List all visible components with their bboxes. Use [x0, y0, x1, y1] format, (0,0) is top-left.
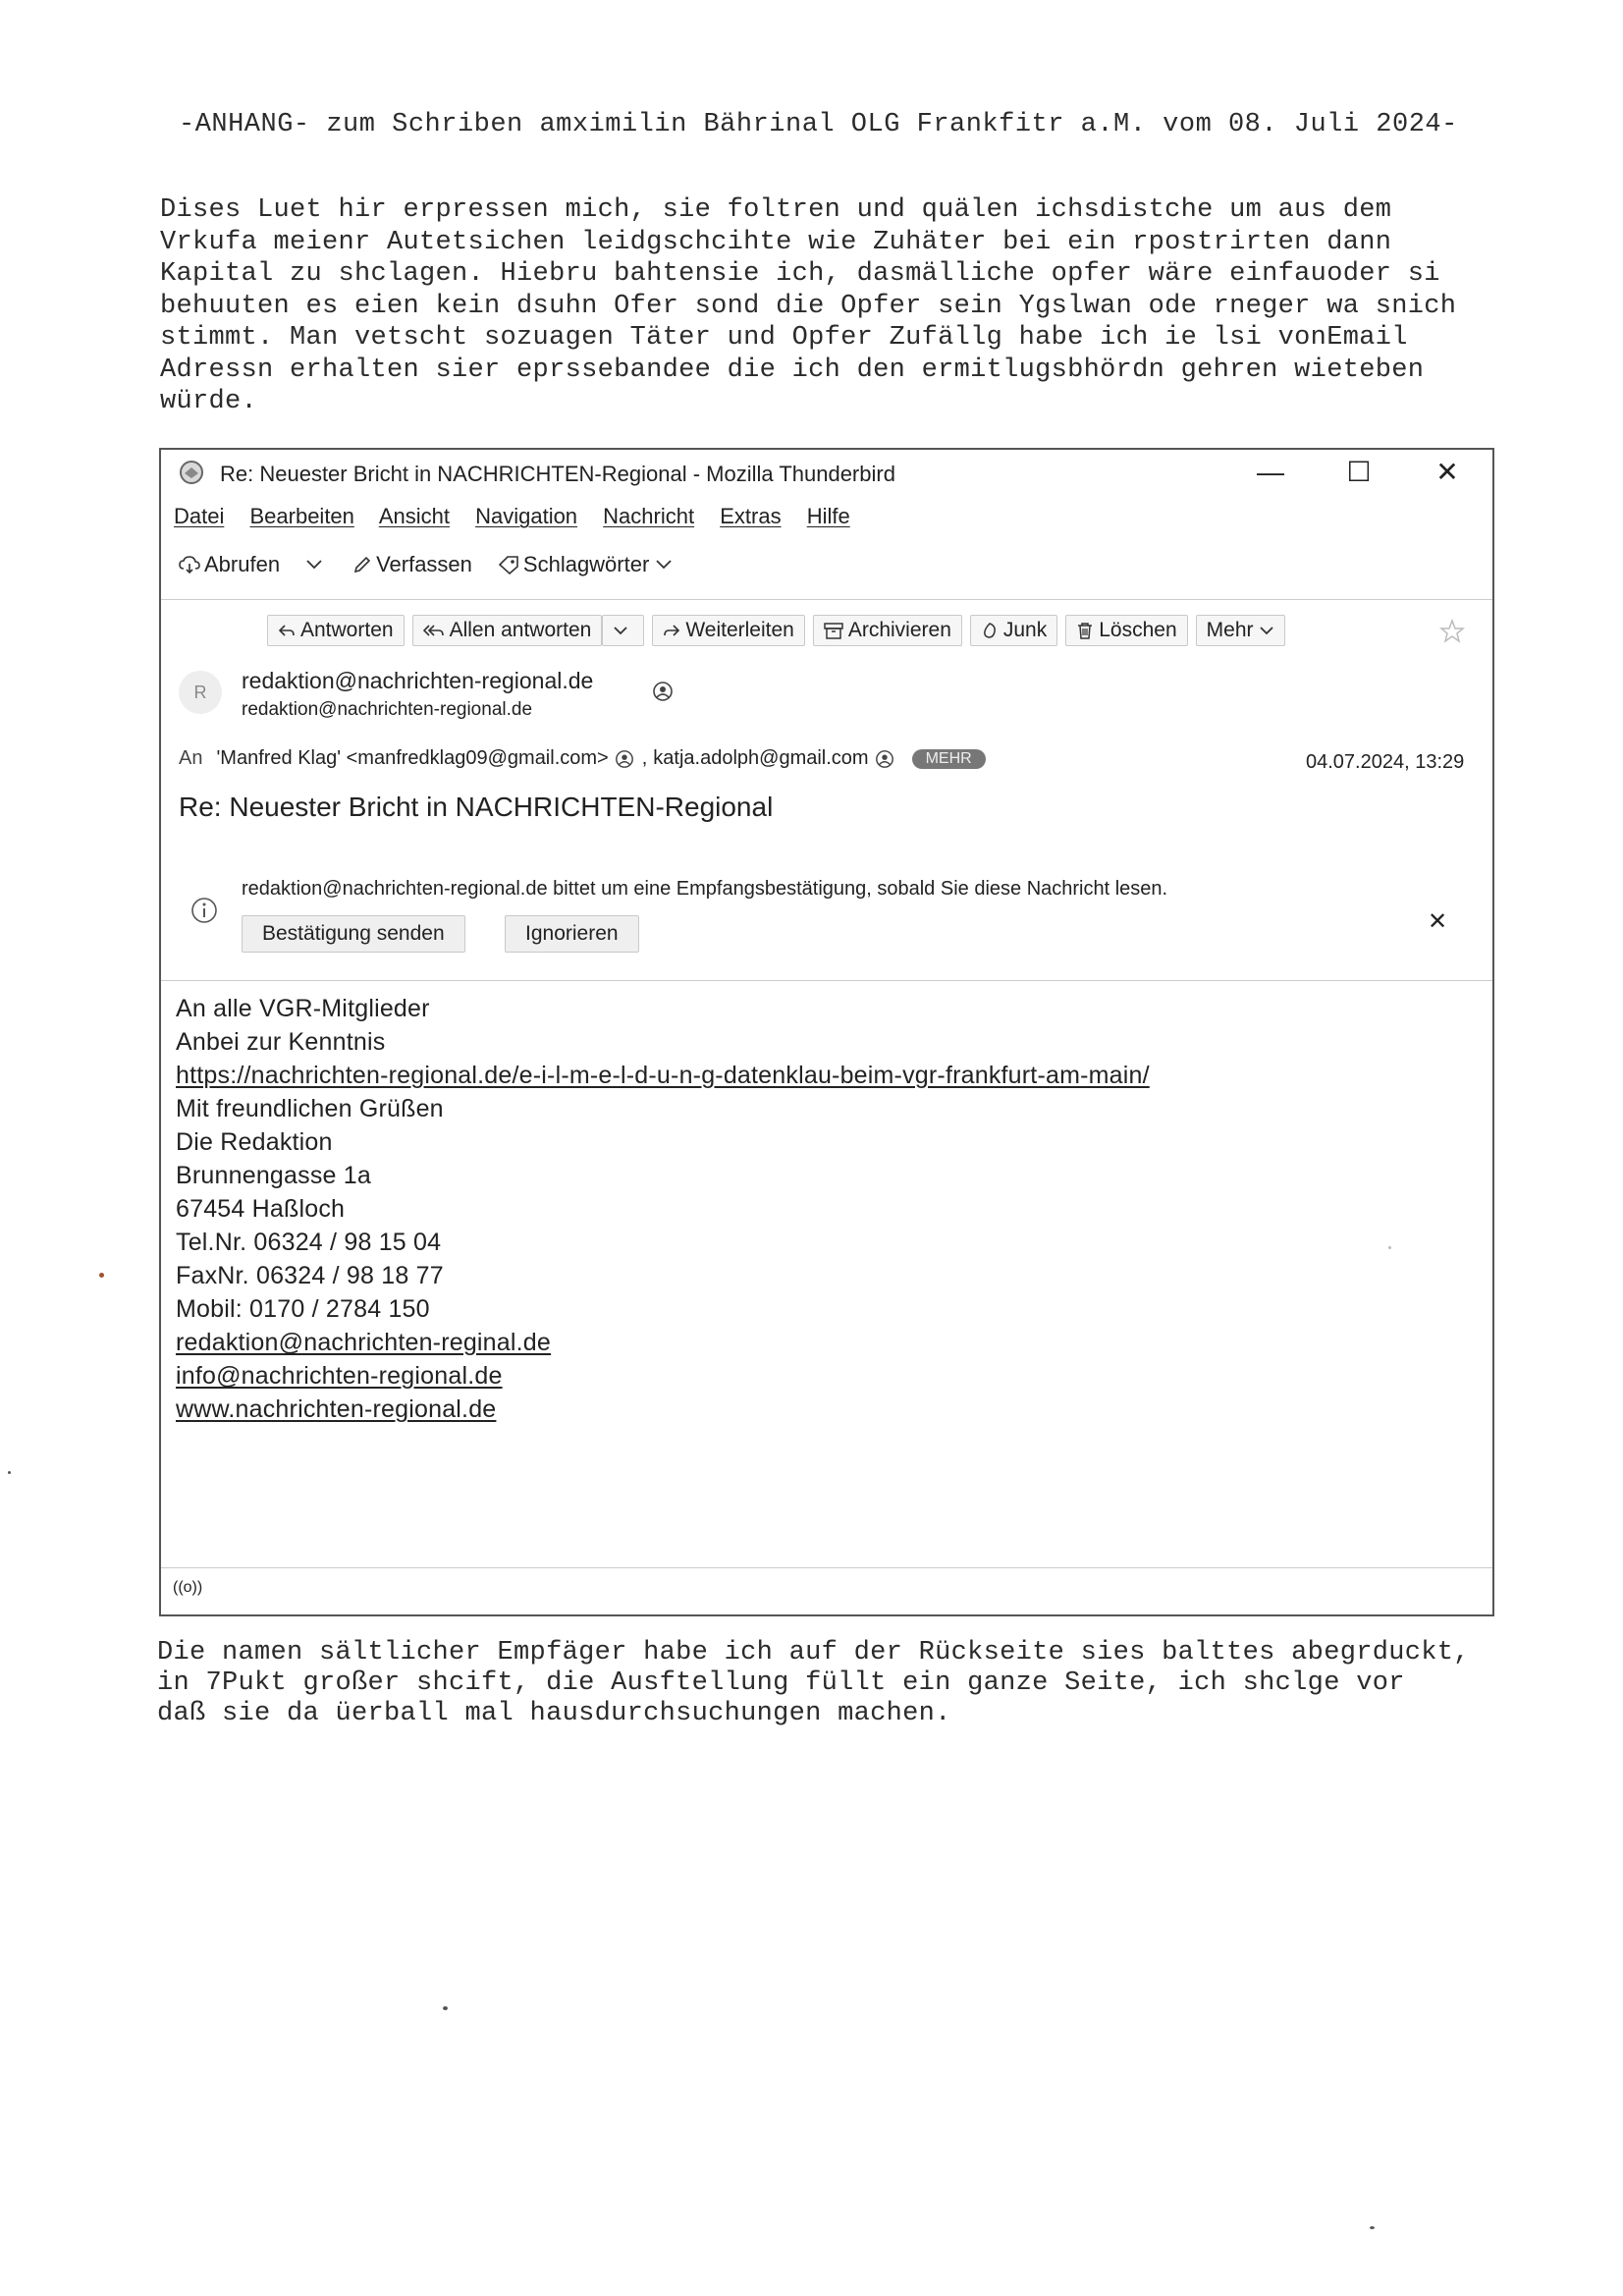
get-mail-button[interactable] [179, 552, 280, 577]
delete-label: Löschen [1099, 619, 1177, 641]
send-receipt-button[interactable]: Bestätigung senden [242, 915, 465, 953]
archive-icon [824, 622, 843, 639]
menu-ansicht[interactable]: Ansicht [378, 504, 450, 528]
more-recipients-button[interactable]: MEHR [912, 749, 986, 769]
chevron-down-icon [613, 626, 628, 635]
body-greeting: An alle VGR-Mitglieder [176, 995, 430, 1022]
delete-button[interactable] [1065, 615, 1187, 646]
get-mail-dropdown[interactable] [305, 559, 327, 571]
status-divider [161, 1567, 1492, 1568]
thunderbird-icon [179, 460, 204, 485]
outro-line: Die namen sältlicher Empfäger habe ich auf der Rückseite sies balttes abegrduckt, [157, 1638, 1470, 1667]
junk-label: Junk [1002, 619, 1048, 641]
menu-bar [174, 504, 870, 529]
intro-line: stimmt. Man vetscht sozuagen Täter und Opfer Zufällg habe ich ie lsi vonEmail [160, 323, 1408, 353]
ignore-receipt-button[interactable]: Ignorieren [505, 915, 639, 953]
signature-city: 67454 Haßloch [176, 1195, 346, 1223]
contact-icon[interactable] [652, 681, 674, 702]
forward-button[interactable] [652, 615, 805, 646]
chevron-down-icon [1259, 626, 1274, 635]
recipient-separator: , [641, 747, 648, 769]
archive-button[interactable] [813, 615, 962, 646]
message-date: 04.07.2024, 13:29 [1306, 751, 1465, 773]
trash-icon [1076, 622, 1094, 639]
minimize-button[interactable]: — [1257, 457, 1284, 487]
compose-button[interactable] [352, 552, 472, 577]
scan-speck [8, 1471, 11, 1474]
intro-paragraph [160, 194, 1515, 418]
body-closing: Mit freundlichen Grüßen [176, 1095, 444, 1122]
scan-speck [1370, 2226, 1375, 2229]
message-toolbar [267, 615, 1293, 646]
sender-name[interactable]: redaktion@nachrichten-regional.de [242, 668, 594, 693]
body-line: Anbei zur Kenntnis [176, 1028, 386, 1056]
intro-line: Adressn erhalten sier eprssebandee die ich den ermitlugsbhördn gehren wieteben [160, 355, 1425, 385]
outro-line: daß sie da üerball mal hausdurchsuchungen machen. [157, 1699, 951, 1728]
toolbar-divider [161, 599, 1492, 600]
info-icon [190, 897, 218, 924]
to-label: An [179, 747, 203, 769]
scan-speck [99, 1273, 104, 1278]
menu-navigation[interactable]: Navigation [475, 504, 578, 528]
more-button[interactable] [1196, 615, 1285, 646]
forward-label: Weiterleiten [685, 619, 794, 641]
junk-icon [981, 622, 999, 639]
compose-label: Verfassen [376, 552, 472, 576]
chevron-down-icon [305, 559, 323, 571]
star-icon[interactable] [1439, 619, 1465, 644]
reply-label: Antworten [300, 619, 394, 641]
archive-label: Archivieren [847, 619, 951, 641]
contact-icon[interactable] [615, 749, 634, 769]
menu-hilfe[interactable]: Hilfe [806, 504, 850, 528]
tags-label: Schlagwörter [522, 552, 650, 576]
thunderbird-screenshot [159, 448, 1494, 1616]
receipt-request-text: redaktion@nachrichten-regional.de bittet um eine Empfangsbestätigung, sobald Sie diese Nachricht lesen. [242, 878, 1168, 900]
maximize-button[interactable]: ☐ [1346, 457, 1372, 487]
closing-paragraph [157, 1638, 1532, 1729]
reply-button[interactable] [267, 615, 405, 646]
reply-all-dropdown[interactable] [602, 615, 644, 646]
close-icon[interactable]: ✕ [1428, 908, 1448, 935]
email-link[interactable]: redaktion@nachrichten-reginal.de [176, 1329, 551, 1356]
junk-button[interactable] [970, 615, 1057, 646]
sender-email: redaktion@nachrichten-regional.de [242, 699, 533, 720]
message-body [176, 992, 1150, 1426]
signature-fax: FaxNr. 06324 / 98 18 77 [176, 1262, 444, 1289]
close-window-button[interactable]: ✕ [1435, 457, 1459, 487]
reply-icon [278, 623, 296, 638]
attachment-header: -ANHANG- zum Schriben amximilin Bährinal OLG Frankfitr a.M. vom 08. Juli 2024- [179, 110, 1458, 139]
menu-extras[interactable]: Extras [720, 504, 782, 528]
scan-speck [443, 2006, 448, 2010]
reply-all-label: Allen antworten [449, 619, 592, 641]
signature-mobile: Mobil: 0170 / 2784 150 [176, 1295, 430, 1323]
avatar: R [179, 671, 222, 714]
online-status-icon: ((o)) [173, 1579, 203, 1596]
tag-icon [498, 555, 519, 574]
pencil-icon [352, 555, 372, 574]
email-link[interactable]: info@nachrichten-regional.de [176, 1362, 503, 1390]
scan-speck [1388, 1246, 1391, 1249]
recipient[interactable]: 'Manfred Klag' <manfredklag09@gmail.com> [216, 747, 609, 769]
menu-nachricht[interactable]: Nachricht [603, 504, 695, 528]
article-link[interactable]: https://nachrichten-regional.de/e-i-l-m-e-l-d-u-n-g-datenklau-beim-vgr-frankfurt-am-main/ [176, 1062, 1150, 1089]
more-label: Mehr [1206, 619, 1254, 641]
signature-phone: Tel.Nr. 06324 / 98 15 04 [176, 1229, 442, 1256]
window-title: Re: Neuester Bricht in NACHRICHTEN-Regional - Mozilla Thunderbird [220, 462, 895, 486]
reply-all-button[interactable] [412, 615, 603, 646]
signature-street: Brunnengasse 1a [176, 1162, 371, 1189]
body-divider [161, 980, 1492, 981]
website-link[interactable]: www.nachrichten-regional.de [176, 1395, 497, 1423]
cloud-download-icon [179, 555, 200, 574]
outro-line: in 7Pukt großer shcift, die Ausftellung füllt ein ganze Seite, ich shclge vor [157, 1668, 1405, 1698]
menu-bearbeiten[interactable]: Bearbeiten [249, 504, 354, 528]
get-mail-label: Abrufen [204, 552, 281, 576]
intro-line: Vrkufa meienr Autetsichen leidgschcihte wie Zuhäter bei ein rpostrirten dann [160, 227, 1392, 257]
message-subject: Re: Neuester Bricht in NACHRICHTEN-Regional [179, 792, 774, 822]
reply-all-icon [423, 623, 445, 638]
chevron-down-icon [655, 559, 673, 571]
intro-line: Kapital zu shclagen. Hiebru bahtensie ich, dasmälliche opfer wäre einfauoder si [160, 259, 1440, 289]
intro-line: würde. [160, 387, 258, 416]
recipient[interactable]: katja.adolph@gmail.com [653, 747, 869, 769]
forward-icon [663, 623, 680, 638]
main-toolbar [179, 552, 702, 577]
tags-button[interactable] [498, 552, 676, 577]
contact-icon[interactable] [875, 749, 894, 769]
intro-line: Dises Luet hir erpressen mich, sie foltren und quälen ichsdistche um aus dem [160, 195, 1392, 225]
menu-datei[interactable]: Datei [174, 504, 225, 528]
signature-name: Die Redaktion [176, 1128, 333, 1156]
recipients-row [179, 747, 986, 770]
intro-line: behuuten es eien kein dsuhn Ofer sond die Opfer sein Ygslwan ode rneger wa snich [160, 291, 1457, 321]
